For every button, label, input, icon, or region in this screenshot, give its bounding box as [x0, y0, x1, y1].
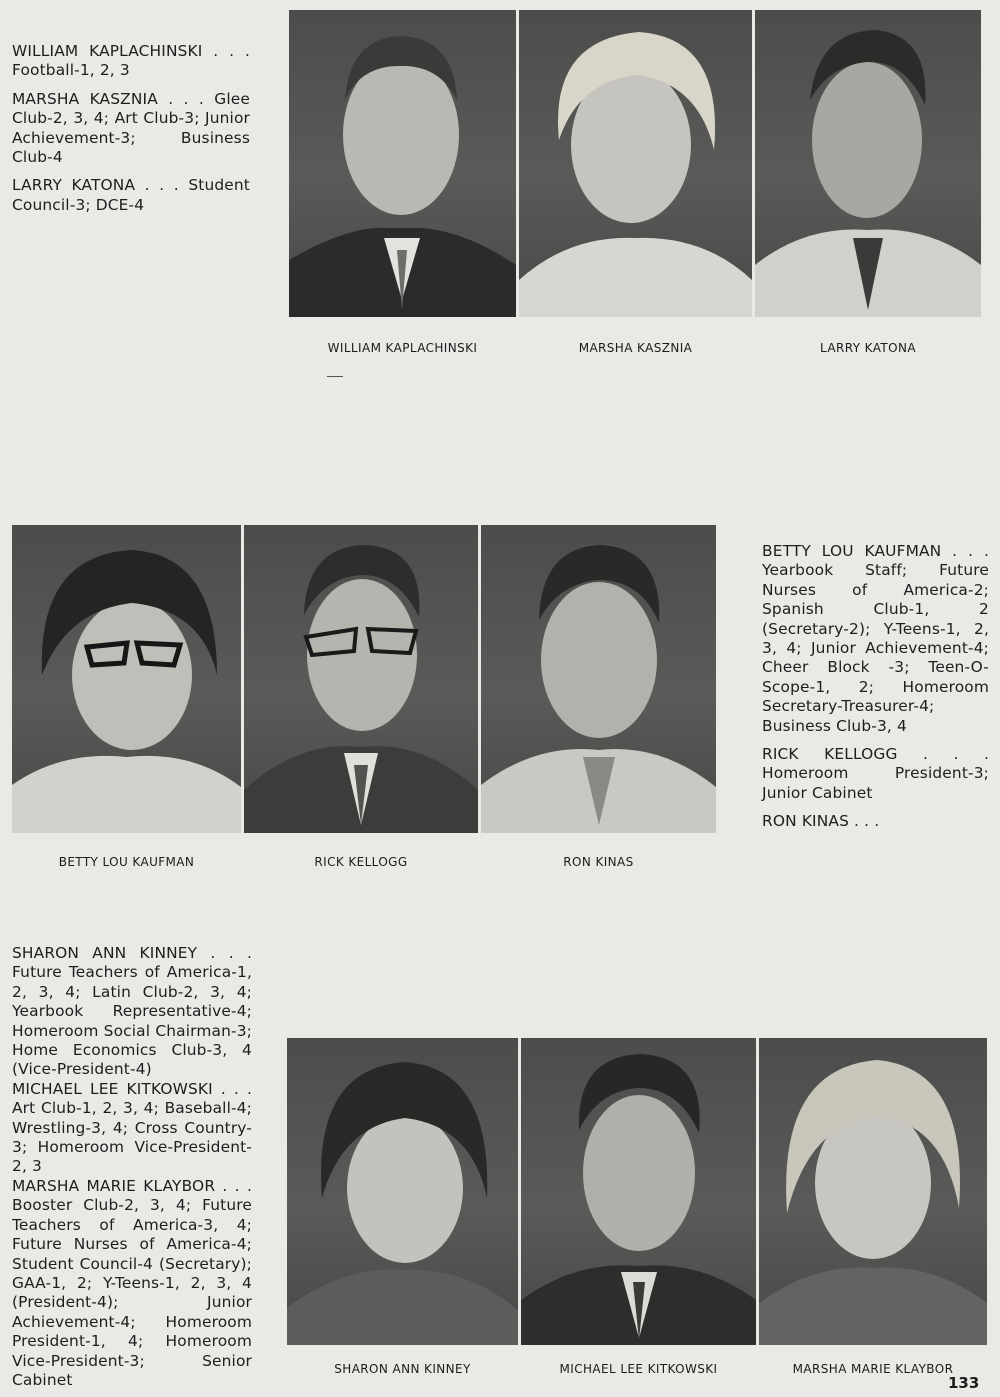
portrait-photo-michael-lee-kitkowski: [521, 1038, 756, 1345]
portrait-photo-rick-kellogg: [244, 525, 478, 833]
caption-rick-kellogg: RICK KELLOGG: [314, 855, 408, 869]
bio-marsha-marie-klaybor: MARSHA MARIE KLAYBOR . . . Booster Club-2, 3, 4; Future Teachers of America-3, 4; Future Nurses of America-4; Student Council-4 (Secretary); GAA-1, 2; Y-Teens-1, 2, 3, 4 (President-4); Junior Achievement-4; Homeroom President-1, 4; Homeroom Vice-President-3; Senior Cabinet: [12, 1176, 252, 1389]
bio-marsha-kasznia: MARSHA KASZNIA . . . Glee Club-2, 3, 4; Art Club-3; Junior Achievement-3; Business Club-4: [12, 89, 250, 167]
portrait-photo-betty-lou-kaufman: [12, 525, 241, 833]
bio-block-3: [12, 944, 252, 1390]
portrait-photo-larry-katona: [755, 10, 981, 317]
caption-marsha-kasznia: MARSHA KASZNIA: [578, 341, 693, 355]
portrait-photo-marsha-kasznia: [519, 10, 752, 317]
bio-block-2: [762, 542, 989, 841]
portrait-photo-marsha-marie-klaybor: [759, 1038, 987, 1345]
caption-marsha-marie-klaybor: MARSHA MARIE KLAYBOR: [792, 1362, 954, 1376]
bio-block-1: [12, 42, 250, 224]
bio-rick-kellogg: RICK KELLOGG . . . Homeroom President-3; Junior Cabinet: [762, 745, 989, 802]
caption-michael-lee-kitkowski: MICHAEL LEE KITKOWSKI: [559, 1362, 718, 1376]
portrait-photo-sharon-ann-kinney: [287, 1038, 518, 1345]
caption-william-kaplachinski: WILLIAM KAPLACHINSKI: [327, 341, 478, 355]
bio-betty-lou-kaufman: BETTY LOU KAUFMAN . . . Yearbook Staff; Future Nurses of America-2; Spanish Club-1, 2 (Secretary-2); Y-Teens-1, 2, 3, 4; Junior Achievement-4; Cheer Block -3; Teen-O-Scope-1, 2; Homeroom Secretary-Treasurer-4; Business Club-3, 4: [762, 542, 989, 735]
portrait-photo-william-kaplachinski: [289, 10, 516, 317]
caption-sharon-ann-kinney: SHARON ANN KINNEY: [334, 1362, 471, 1376]
bio-sharon-ann-kinney: SHARON ANN KINNEY . . . Future Teachers of America-1, 2, 3, 4; Latin Club-2, 3, 4; Yearbook Representative-4; Homeroom Social Chairman-3; Home Economics Club-3, 4 (Vice-President-4): [12, 944, 252, 1079]
caption-ron-kinas: RON KINAS: [563, 855, 634, 869]
bio-ron-kinas: RON KINAS . . .: [762, 812, 880, 831]
page-number: 133: [948, 1374, 980, 1392]
portrait-photo-ron-kinas: [481, 525, 716, 833]
bio-michael-lee-kitkowski: MICHAEL LEE KITKOWSKI . . . Art Club-1, 2, 3, 4; Baseball-4; Wrestling-3, 4; Cross Country-3; Homeroom Vice-President-2, 3: [12, 1079, 252, 1176]
caption-betty-lou-kaufman: BETTY LOU KAUFMAN: [58, 855, 195, 869]
bio-william-kaplachinski: WILLIAM KAPLACHINSKI . . . Football-1, 2, 3: [12, 42, 250, 80]
caption-larry-katona: LARRY KATONA: [820, 341, 916, 355]
stray-mark: [327, 376, 343, 377]
bio-larry-katona: LARRY KATONA . . . Student Council-3; DCE-4: [12, 176, 250, 214]
